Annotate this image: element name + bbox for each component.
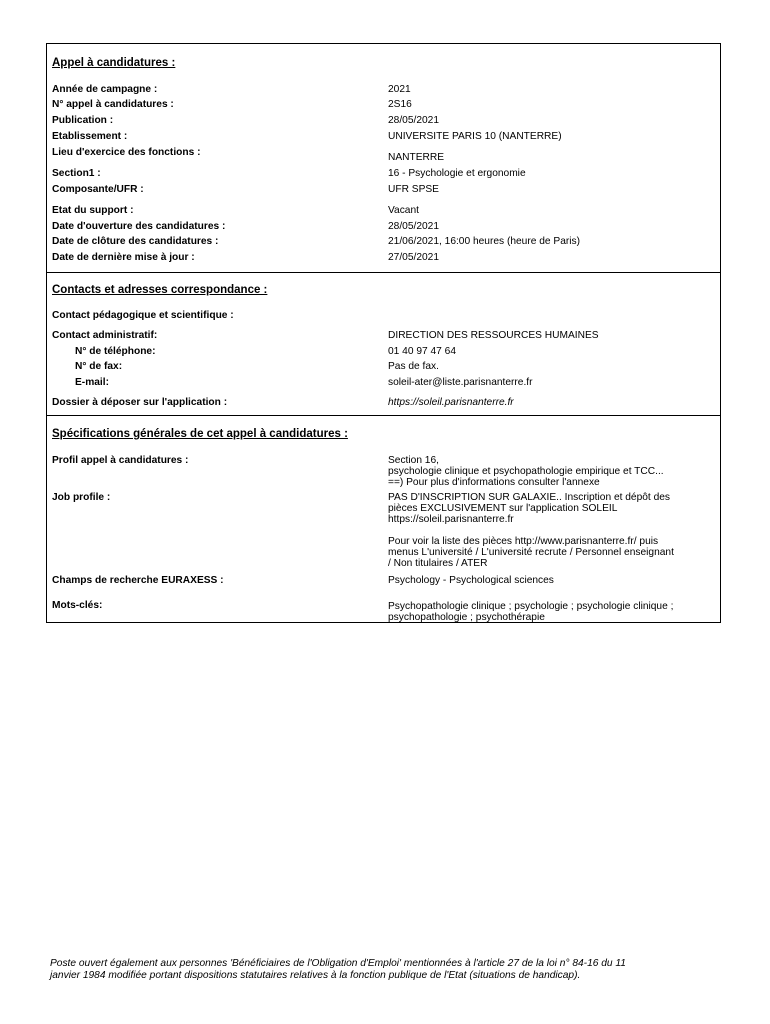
profil-line: psychologie clinique et psychopathologie empirique et TCC... — [388, 466, 664, 477]
value-etat-support: Vacant — [388, 205, 419, 216]
value-publication: 28/05/2021 — [388, 115, 439, 126]
label-euraxess: Champs de recherche EURAXESS : — [52, 575, 224, 586]
profil-line: Section 16, — [388, 455, 439, 466]
label-fax: N° de fax: — [75, 361, 123, 372]
value-numero-appel: 2S16 — [388, 99, 412, 110]
section-title-contacts: Contacts et adresses correspondance : — [52, 284, 268, 296]
value-date-cloture: 21/06/2021, 16:00 heures (heure de Paris) — [388, 236, 580, 247]
label-profil: Profil appel à candidatures : — [52, 455, 189, 466]
value-telephone: 01 40 97 47 64 — [388, 346, 456, 357]
value-section1: 16 - Psychologie et ergonomie — [388, 168, 526, 179]
value-profil — [388, 455, 720, 488]
job-line: Pour voir la liste des pièces http://www.parisnanterre.fr/ puis — [388, 536, 659, 547]
label-date-ouverture: Date d'ouverture des candidatures : — [52, 221, 226, 232]
label-publication: Publication : — [52, 115, 114, 126]
label-job-profile: Job profile : — [52, 492, 111, 503]
value-contact-administratif: DIRECTION DES RESSOURCES HUMAINES — [388, 330, 599, 341]
job-line: pièces EXCLUSIVEMENT sur l'application SOLEIL — [388, 503, 618, 514]
section-title-appel: Appel à candidatures : — [52, 57, 176, 69]
dossier-link[interactable]: https://soleil.parisnanterre.fr — [388, 397, 514, 408]
label-numero-appel: N° appel à candidatures : — [52, 99, 174, 110]
value-date-ouverture: 28/05/2021 — [388, 221, 439, 232]
footer-line: Poste ouvert également aux personnes 'Bénéficiaires de l'Obligation d'Emploi' mentionnées à l'article 27 de la loi n° 84-16 du 11 — [50, 958, 626, 969]
label-dossier: Dossier à déposer sur l'application : — [52, 397, 228, 408]
label-annee-campagne: Année de campagne : — [52, 84, 158, 95]
label-mots-cles: Mots-clés: — [52, 600, 103, 611]
job-line: / Non titulaires / ATER — [388, 558, 488, 569]
value-job-profile-pieces — [388, 536, 720, 569]
motscles-line: Psychopathologie clinique ; psychologie ; psychologie clinique ; — [388, 601, 674, 612]
label-contact-administratif: Contact administratif: — [52, 330, 158, 341]
label-telephone: N° de téléphone: — [75, 346, 156, 357]
value-job-profile — [388, 492, 720, 525]
footer-line: janvier 1984 modifiée portant dispositions statutaires relatives à la fonction publique de l'Etat (situations de handicap). — [50, 969, 581, 981]
label-lieu-exercice: Lieu d'exercice des fonctions : — [52, 147, 201, 158]
profil-line: ==) Pour plus d'informations consulter l'annexe — [388, 477, 600, 488]
label-composante: Composante/UFR : — [52, 184, 144, 195]
section-divider — [47, 415, 720, 416]
value-etablissement: UNIVERSITE PARIS 10 (NANTERRE) — [388, 131, 562, 142]
job-line: PAS D'INSCRIPTION SUR GALAXIE.. Inscription et dépôt des — [388, 492, 671, 503]
value-composante: UFR SPSE — [388, 184, 439, 195]
value-mots-cles — [388, 601, 720, 623]
label-email: E-mail: — [75, 377, 109, 388]
label-etat-support: Etat du support : — [52, 205, 134, 216]
value-annee-campagne: 2021 — [388, 84, 411, 95]
motscles-line: psychopathologie ; psychothérapie — [388, 612, 545, 623]
job-line: https://soleil.parisnanterre.fr — [388, 514, 514, 525]
value-lieu-exercice: NANTERRE — [388, 152, 445, 163]
label-etablissement: Etablissement : — [52, 131, 128, 142]
job-line: menus L'université / L'université recrute / Personnel enseignant — [388, 547, 674, 558]
footer-note — [50, 958, 730, 981]
label-date-maj: Date de dernière mise à jour : — [52, 252, 195, 263]
label-date-cloture: Date de clôture des candidatures : — [52, 236, 219, 247]
section-title-specifications: Spécifications générales de cet appel à candidatures : — [52, 428, 348, 440]
value-euraxess: Psychology - Psychological sciences — [388, 575, 554, 586]
value-date-maj: 27/05/2021 — [388, 252, 439, 263]
label-contact-pedagogique: Contact pédagogique et scientifique : — [52, 310, 234, 321]
value-email[interactable]: soleil-ater@liste.parisnanterre.fr — [388, 377, 533, 388]
label-section1: Section1 : — [52, 168, 101, 179]
value-fax: Pas de fax. — [388, 361, 439, 372]
section-divider — [47, 272, 720, 273]
announcement-frame — [46, 43, 721, 623]
